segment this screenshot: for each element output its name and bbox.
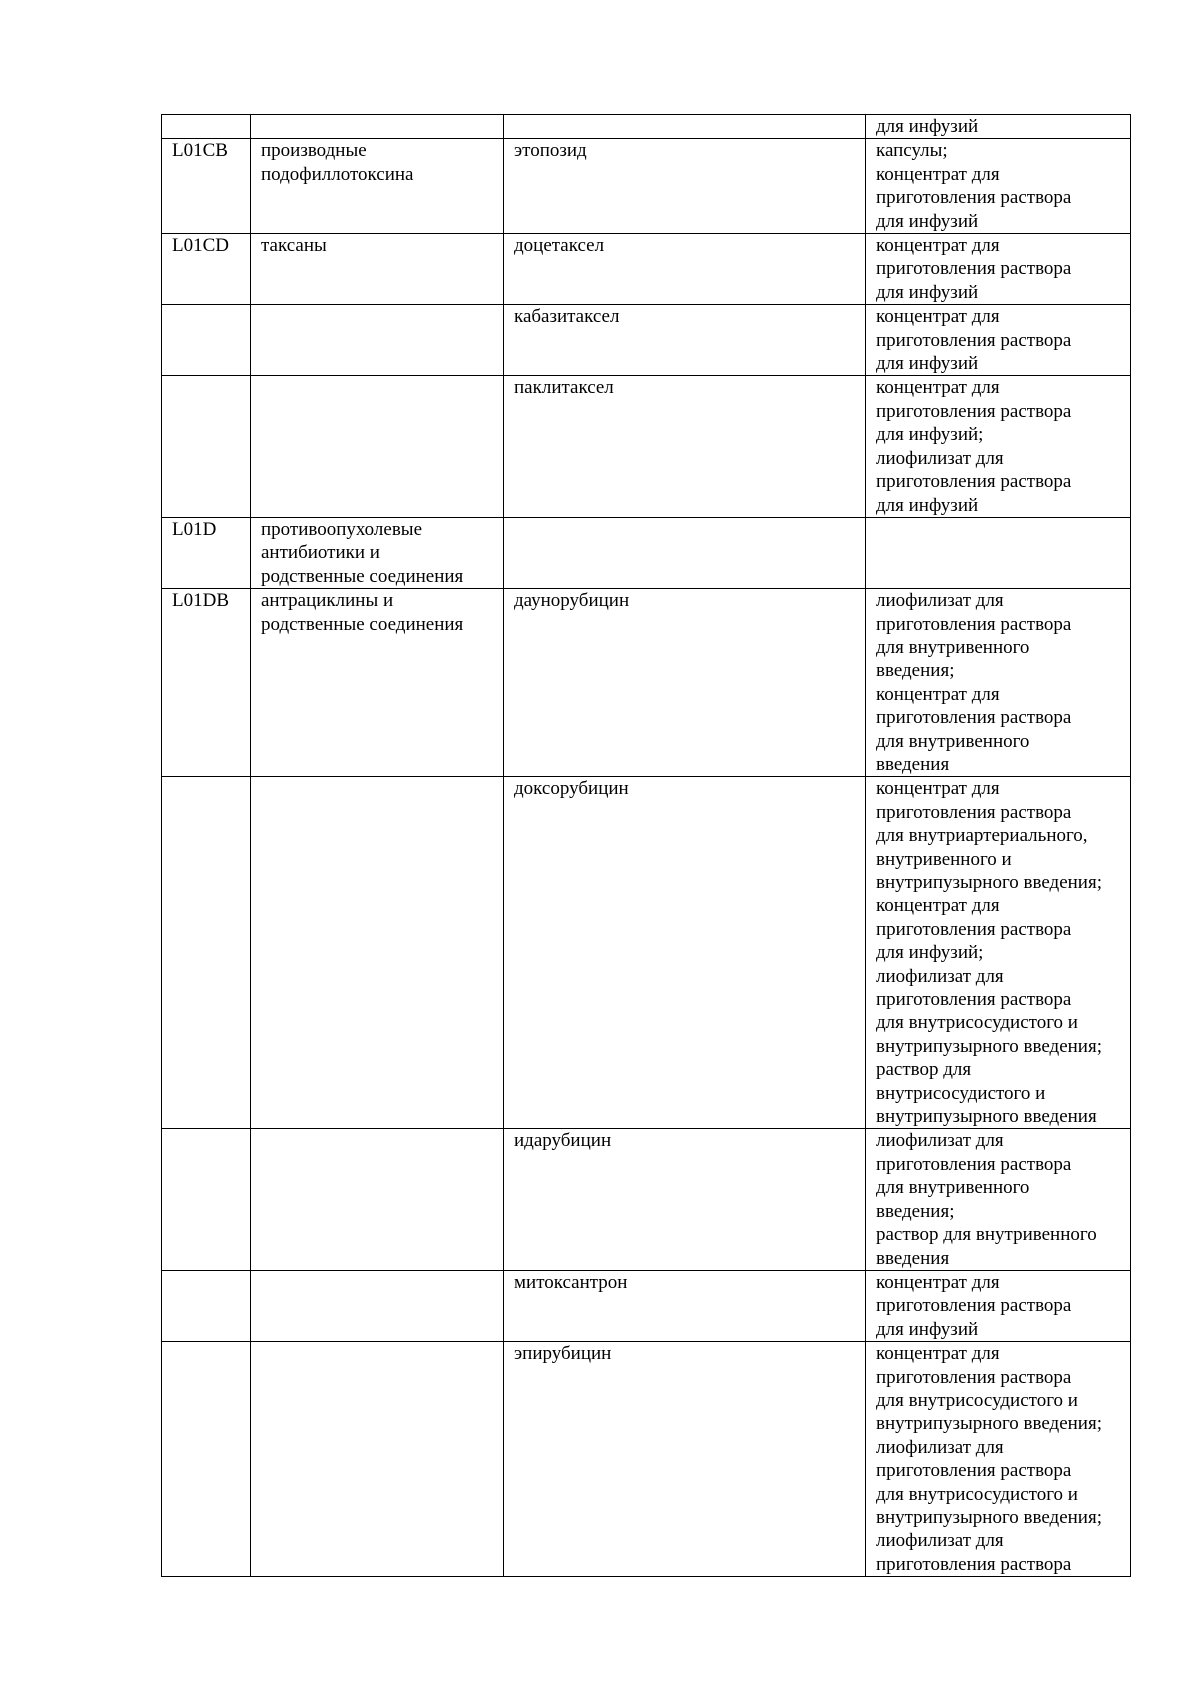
atc-code-cell (162, 305, 251, 376)
dosage-form-cell: концентрат для приготовления раствора для инфузий (866, 305, 1131, 376)
dosage-form-cell: лиофилизат для приготовления раствора для внутривенного введения; концентрат для приготовления раствора для внутривенного введения (866, 589, 1131, 777)
atc-code-cell: L01D (162, 517, 251, 588)
drug-name-cell: этопозид (504, 139, 866, 234)
atc-code-cell: L01CD (162, 234, 251, 305)
drug-name-cell (504, 517, 866, 588)
table-row (162, 139, 1131, 234)
drug-name-cell: доцетаксел (504, 234, 866, 305)
drug-name-cell: даунорубицин (504, 589, 866, 777)
atc-code-cell (162, 1129, 251, 1270)
drug-name-cell: доксорубицин (504, 777, 866, 1129)
atc-code-cell (162, 376, 251, 517)
group-cell: производные подофиллотоксина (251, 139, 504, 234)
group-cell (251, 1270, 504, 1341)
table-row (162, 1270, 1131, 1341)
dosage-form-cell: концентрат для приготовления раствора для инфузий (866, 234, 1131, 305)
table-row (162, 305, 1131, 376)
dosage-form-cell: концентрат для приготовления раствора для инфузий; лиофилизат для приготовления раствора для инфузий (866, 376, 1131, 517)
table-row (162, 777, 1131, 1129)
drug-table (161, 114, 1131, 1577)
group-cell: таксаны (251, 234, 504, 305)
group-cell (251, 376, 504, 517)
group-cell: противоопухолевые антибиотики и родственные соединения (251, 517, 504, 588)
dosage-form-cell: концентрат для приготовления раствора для инфузий (866, 1270, 1131, 1341)
group-cell (251, 115, 504, 139)
dosage-form-cell: для инфузий (866, 115, 1131, 139)
drug-name-cell (504, 115, 866, 139)
group-cell (251, 305, 504, 376)
table-row (162, 517, 1131, 588)
group-cell (251, 1129, 504, 1270)
atc-code-cell (162, 1342, 251, 1577)
dosage-form-cell: концентрат для приготовления раствора для внутриартериального, внутривенного и внутрипузырного введения; концентрат для приготовления раствора для инфузий; лиофилизат для приготовления раствора для внутрисосудистого и внутрипузырного введения; раствор для внутрисосудистого и внутрипузырного введения (866, 777, 1131, 1129)
table-row (162, 234, 1131, 305)
table-row (162, 1129, 1131, 1270)
drug-name-cell: кабазитаксел (504, 305, 866, 376)
table-row (162, 589, 1131, 777)
group-cell (251, 1342, 504, 1577)
dosage-form-cell: концентрат для приготовления раствора для внутрисосудистого и внутрипузырного введения; лиофилизат для приготовления раствора для внутрисосудистого и внутрипузырного введения; лиофилизат для приготовления раствора (866, 1342, 1131, 1577)
group-cell (251, 777, 504, 1129)
atc-code-cell: L01CB (162, 139, 251, 234)
group-cell: антрациклины и родственные соединения (251, 589, 504, 777)
atc-code-cell (162, 777, 251, 1129)
atc-code-cell (162, 115, 251, 139)
atc-code-cell (162, 1270, 251, 1341)
drug-name-cell: паклитаксел (504, 376, 866, 517)
drug-name-cell: эпирубицин (504, 1342, 866, 1577)
dosage-form-cell (866, 517, 1131, 588)
table-row (162, 115, 1131, 139)
drug-name-cell: митоксантрон (504, 1270, 866, 1341)
dosage-form-cell: капсулы; концентрат для приготовления раствора для инфузий (866, 139, 1131, 234)
drug-name-cell: идарубицин (504, 1129, 866, 1270)
dosage-form-cell: лиофилизат для приготовления раствора для внутривенного введения; раствор для внутривенного введения (866, 1129, 1131, 1270)
table-row (162, 376, 1131, 517)
table-row (162, 1342, 1131, 1577)
atc-code-cell: L01DB (162, 589, 251, 777)
